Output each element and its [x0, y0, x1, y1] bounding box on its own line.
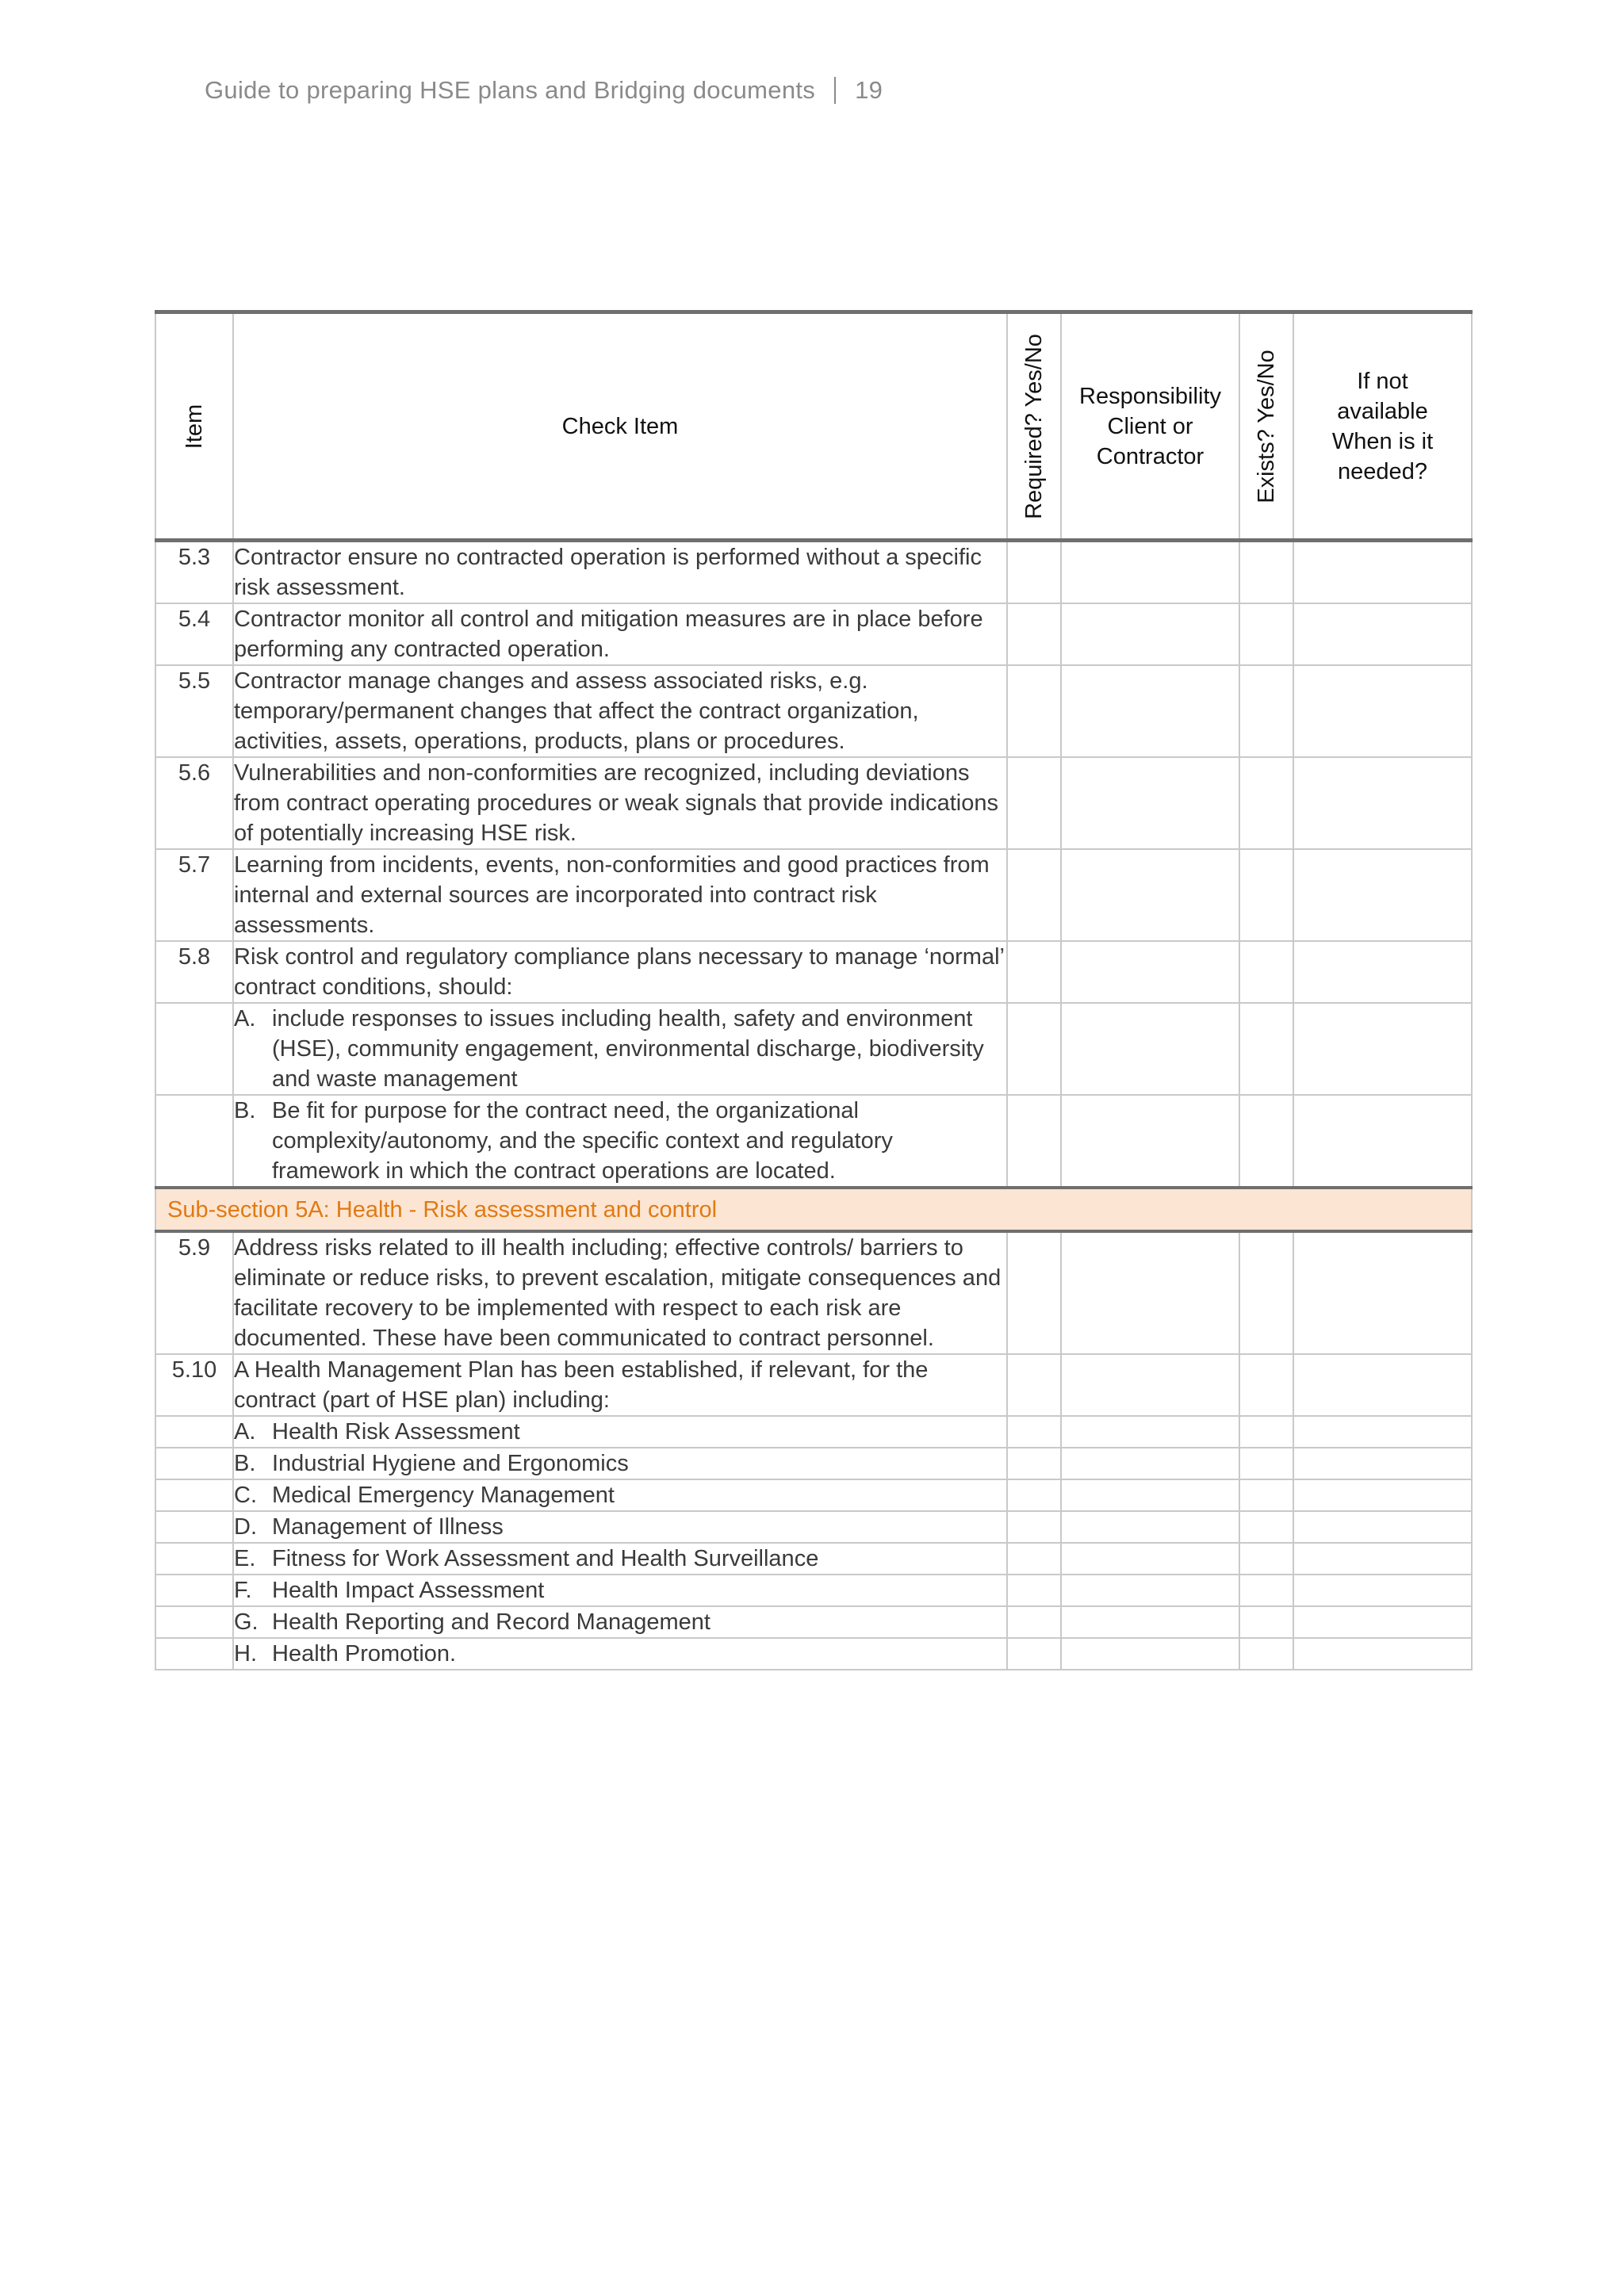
empty-cell [1293, 1638, 1472, 1670]
empty-cell [1239, 1606, 1293, 1638]
empty-cell [1239, 1638, 1293, 1670]
item-number-cell: 5.8 [155, 941, 233, 1003]
empty-cell [155, 1003, 233, 1095]
column-header-exists [1239, 312, 1293, 541]
item-number-cell: 5.5 [155, 665, 233, 757]
empty-cell [1007, 1416, 1061, 1448]
empty-cell [1293, 1606, 1472, 1638]
lettered-list-item [234, 1096, 1006, 1186]
list-item-text: Health Promotion. [272, 1641, 457, 1667]
empty-cell [1061, 541, 1239, 604]
empty-cell [1239, 1416, 1293, 1448]
list-item-text: include responses to issues including health, safety and environment (HSE), community engagement, environmental discharge, biodiversity and waste management [272, 1006, 984, 1092]
lettered-list-item [234, 1575, 1006, 1605]
empty-cell [1061, 849, 1239, 941]
table-subitem-row [155, 1003, 1472, 1095]
document-title: Guide to preparing HSE plans and Bridging documents [205, 76, 816, 104]
column-header-responsibility: Responsibility Client or Contractor [1061, 312, 1239, 541]
check-item-cell [233, 1543, 1007, 1575]
empty-cell [155, 1543, 233, 1575]
table-subitem-row [155, 1638, 1472, 1670]
empty-cell [1007, 1003, 1061, 1095]
empty-cell [1007, 1511, 1061, 1543]
table-row [155, 541, 1472, 604]
empty-cell [1007, 1638, 1061, 1670]
lettered-list-item [234, 1004, 1006, 1094]
rotated-header-label: Required? Yes/No [1021, 333, 1047, 519]
empty-cell [1007, 1448, 1061, 1479]
check-item-cell [233, 1511, 1007, 1543]
empty-cell [1239, 1543, 1293, 1575]
empty-cell [1007, 1095, 1061, 1188]
empty-cell [1239, 1231, 1293, 1354]
empty-cell [1061, 1543, 1239, 1575]
empty-cell [1007, 603, 1061, 665]
item-number-cell: 5.10 [155, 1354, 233, 1416]
check-item-cell [233, 1416, 1007, 1448]
empty-cell [1061, 1416, 1239, 1448]
empty-cell [1293, 603, 1472, 665]
check-item-cell [233, 1003, 1007, 1095]
empty-cell [1061, 1479, 1239, 1511]
list-letter: A. [234, 1006, 256, 1031]
empty-cell [1061, 1095, 1239, 1188]
list-letter: B. [234, 1451, 256, 1476]
table-subitem-row [155, 1095, 1472, 1188]
empty-cell [155, 1095, 233, 1188]
empty-cell [1293, 849, 1472, 941]
item-number-cell: 5.9 [155, 1231, 233, 1354]
check-item-cell: Vulnerabilities and non-conformities are recognized, including deviations from contract operating procedures or weak signals that provide indications of potentially increasing HSE risk. [233, 757, 1007, 849]
empty-cell [1061, 603, 1239, 665]
empty-cell [1293, 1354, 1472, 1416]
list-item-text: Be fit for purpose for the contract need, the organizational complexity/autonomy, and the specific context and regulatory framework in which the contract operations are located. [272, 1098, 893, 1184]
empty-cell [1293, 1511, 1472, 1543]
empty-cell [1239, 665, 1293, 757]
list-letter: D. [234, 1514, 257, 1540]
empty-cell [1239, 1095, 1293, 1188]
empty-cell [1239, 541, 1293, 604]
check-item-cell [233, 1448, 1007, 1479]
list-item-text: Health Impact Assessment [272, 1578, 545, 1603]
check-item-cell: Contractor monitor all control and mitigation measures are in place before performing any contracted operation. [233, 603, 1007, 665]
table-subitem-row [155, 1543, 1472, 1575]
column-header-item [155, 312, 233, 541]
empty-cell [1061, 1231, 1239, 1354]
list-item-text: Health Risk Assessment [272, 1419, 520, 1445]
check-item-cell [233, 1479, 1007, 1511]
empty-cell [155, 1575, 233, 1606]
empty-cell [1293, 1543, 1472, 1575]
empty-cell [1007, 1575, 1061, 1606]
list-letter: F. [234, 1578, 252, 1603]
empty-cell [1007, 1479, 1061, 1511]
table-subitem-row [155, 1448, 1472, 1479]
empty-cell [1007, 1354, 1061, 1416]
check-item-cell [233, 1575, 1007, 1606]
empty-cell [1293, 541, 1472, 604]
subsection-header-row [155, 1188, 1472, 1231]
empty-cell [1007, 665, 1061, 757]
empty-cell [1293, 1448, 1472, 1479]
table-subitem-row [155, 1606, 1472, 1638]
table-row [155, 849, 1472, 941]
empty-cell [1007, 1543, 1061, 1575]
empty-cell [1239, 603, 1293, 665]
empty-cell [1061, 1003, 1239, 1095]
empty-cell [155, 1416, 233, 1448]
empty-cell [1007, 1231, 1061, 1354]
empty-cell [1007, 541, 1061, 604]
list-letter: G. [234, 1609, 259, 1635]
table-subitem-row [155, 1416, 1472, 1448]
empty-cell [155, 1448, 233, 1479]
column-header-required [1007, 312, 1061, 541]
lettered-list-item [234, 1448, 1006, 1479]
empty-cell [1061, 1511, 1239, 1543]
table-subitem-row [155, 1479, 1472, 1511]
check-item-cell: Address risks related to ill health including; effective controls/ barriers to eliminate or reduce risks, to prevent escalation, mitigate consequences and facilitate recovery to be implemented with respect to each risk are documented. These have been communicated to contract personnel. [233, 1231, 1007, 1354]
empty-cell [155, 1638, 233, 1670]
lettered-list-item [234, 1639, 1006, 1669]
item-number-cell: 5.3 [155, 541, 233, 604]
item-number-cell: 5.7 [155, 849, 233, 941]
empty-cell [1239, 1479, 1293, 1511]
empty-cell [1293, 1479, 1472, 1511]
check-item-cell [233, 1095, 1007, 1188]
table-row [155, 757, 1472, 849]
table-row [155, 1231, 1472, 1354]
table-header-row [155, 312, 1472, 541]
list-item-text: Fitness for Work Assessment and Health Surveillance [272, 1546, 819, 1571]
empty-cell [1061, 1606, 1239, 1638]
list-item-text: Health Reporting and Record Management [272, 1609, 710, 1635]
page-header [205, 76, 883, 105]
subsection-title: Sub-section 5A: Health - Risk assessment and control [155, 1188, 1472, 1231]
list-letter: A. [234, 1419, 256, 1445]
list-item-text: Industrial Hygiene and Ergonomics [272, 1451, 629, 1476]
empty-cell [1007, 941, 1061, 1003]
empty-cell [1293, 1095, 1472, 1188]
empty-cell [1239, 941, 1293, 1003]
check-item-cell: Contractor ensure no contracted operation is performed without a specific risk assessment. [233, 541, 1007, 604]
check-item-cell [233, 1638, 1007, 1670]
table-row [155, 603, 1472, 665]
empty-cell [1293, 1416, 1472, 1448]
empty-cell [1239, 757, 1293, 849]
lettered-list-item [234, 1607, 1006, 1637]
check-item-cell: Risk control and regulatory compliance plans necessary to manage ‘normal’ contract conditions, should: [233, 941, 1007, 1003]
column-header-if-not-available: If not available When is it needed? [1293, 312, 1472, 541]
table-row [155, 1354, 1472, 1416]
empty-cell [1239, 1575, 1293, 1606]
lettered-list-item [234, 1512, 1006, 1542]
header-separator [834, 77, 836, 104]
empty-cell [1061, 1354, 1239, 1416]
list-letter: H. [234, 1641, 257, 1667]
lettered-list-item [234, 1544, 1006, 1574]
empty-cell [1293, 665, 1472, 757]
empty-cell [1239, 1448, 1293, 1479]
empty-cell [1293, 757, 1472, 849]
empty-cell [1239, 1511, 1293, 1543]
lettered-list-item [234, 1480, 1006, 1510]
empty-cell [1007, 757, 1061, 849]
rotated-header-label: Exists? Yes/No [1254, 349, 1279, 503]
empty-cell [1293, 1575, 1472, 1606]
empty-cell [1007, 849, 1061, 941]
empty-cell [1061, 1448, 1239, 1479]
column-header-check-item: Check Item [233, 312, 1007, 541]
check-item-cell: A Health Management Plan has been established, if relevant, for the contract (part of HSE plan) including: [233, 1354, 1007, 1416]
empty-cell [1293, 1003, 1472, 1095]
empty-cell [155, 1479, 233, 1511]
list-item-text: Medical Emergency Management [272, 1483, 615, 1508]
list-item-text: Management of Illness [272, 1514, 504, 1540]
table-subitem-row [155, 1511, 1472, 1543]
empty-cell [1061, 665, 1239, 757]
empty-cell [155, 1511, 233, 1543]
empty-cell [1293, 1231, 1472, 1354]
check-item-cell: Learning from incidents, events, non-conformities and good practices from internal and external sources are incorporated into contract risk assessments. [233, 849, 1007, 941]
lettered-list-item [234, 1417, 1006, 1447]
empty-cell [1061, 941, 1239, 1003]
empty-cell [1293, 941, 1472, 1003]
page-number: 19 [855, 76, 883, 104]
list-letter: B. [234, 1098, 256, 1123]
table-subitem-row [155, 1575, 1472, 1606]
empty-cell [1007, 1606, 1061, 1638]
table-row [155, 665, 1472, 757]
table-row [155, 941, 1472, 1003]
list-letter: C. [234, 1483, 257, 1508]
empty-cell [1239, 1003, 1293, 1095]
item-number-cell: 5.4 [155, 603, 233, 665]
empty-cell [1239, 1354, 1293, 1416]
empty-cell [155, 1606, 233, 1638]
check-item-cell: Contractor manage changes and assess associated risks, e.g. temporary/permanent changes that affect the contract organization, activities, assets, operations, products, plans or procedures. [233, 665, 1007, 757]
empty-cell [1239, 849, 1293, 941]
list-letter: E. [234, 1546, 256, 1571]
empty-cell [1061, 1575, 1239, 1606]
item-number-cell: 5.6 [155, 757, 233, 849]
empty-cell [1061, 1638, 1239, 1670]
hse-checklist-table [155, 310, 1473, 1670]
check-item-cell [233, 1606, 1007, 1638]
empty-cell [1061, 757, 1239, 849]
rotated-header-label: Item [182, 404, 207, 449]
